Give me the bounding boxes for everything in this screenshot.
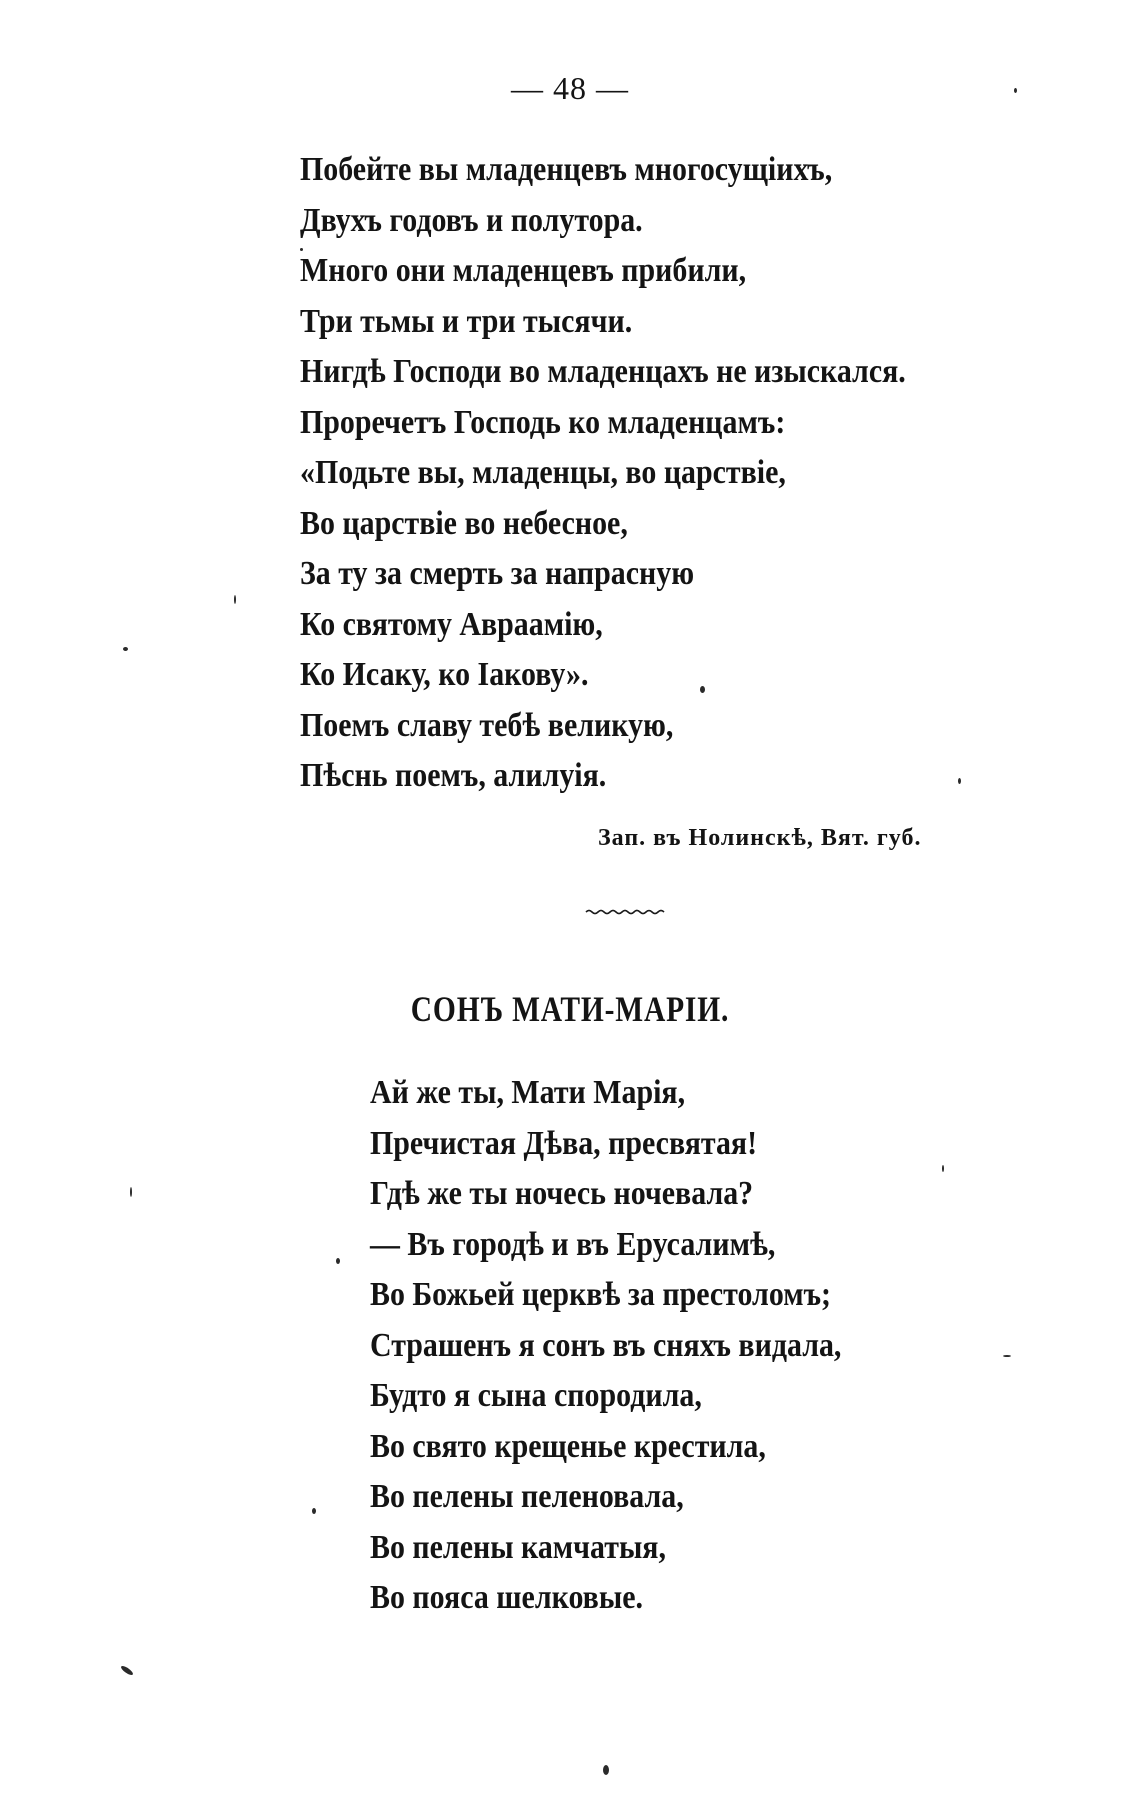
section-divider <box>585 908 667 916</box>
verse-line: Гдѣ же ты ночесь ночевала? <box>370 1175 754 1212</box>
scan-speck <box>336 1258 340 1264</box>
poem-first <box>300 145 988 802</box>
scan-speck <box>1003 1355 1011 1357</box>
scan-speck <box>234 595 236 604</box>
verse-line: Двухъ годовъ и полутора. <box>300 201 643 239</box>
scan-speck <box>130 1187 132 1197</box>
verse-line: Поемъ славу тебѣ великую, <box>300 706 674 744</box>
section-title: СОНЪ МАТИ-МАРІИ. <box>410 989 730 1029</box>
verse-line: Пречистая Дѣва, пресвятая! <box>370 1124 758 1162</box>
scan-speck <box>300 248 303 251</box>
verse-line: Ко Исаку, ко Іакову». <box>300 656 589 693</box>
scan-speck <box>120 1664 134 1676</box>
verse-line: Во пелены камчатыя, <box>370 1528 666 1566</box>
verse-line: Три тьмы и три тысячи. <box>300 302 633 340</box>
verse-line: Во Божьей церквѣ за престоломъ; <box>370 1276 832 1313</box>
verse-line: Будто я сына спородила, <box>370 1377 702 1414</box>
verse-line: За ту за смерть за напрасную <box>300 555 695 592</box>
verse-line: Во пелены пеленовала, <box>370 1478 684 1515</box>
verse-line: Ко святому Авраамію, <box>300 605 603 643</box>
scan-speck <box>1014 88 1017 93</box>
scan-speck <box>942 1165 944 1172</box>
verse-line: Ай же ты, Мати Марія, <box>370 1074 686 1111</box>
verse-line: Страшенъ я сонъ въ сняхъ видала, <box>370 1326 842 1364</box>
verse-line: Во пояса шелковые. <box>370 1579 643 1616</box>
verse-line: Во царствіе во небесное, <box>300 504 628 542</box>
verse-line: «Подьте вы, младенцы, во царствіе, <box>300 454 786 491</box>
verse-line: Много они младенцевъ прибили, <box>300 252 747 289</box>
page-number: — 48 — <box>511 70 629 106</box>
verse-line: Побейте вы младенцевъ многосущіихъ, <box>300 151 833 188</box>
verse-line: Нигдѣ Господи во младенцахъ не изыскался. <box>300 353 906 390</box>
poem-second <box>370 1068 906 1624</box>
scan-speck <box>312 1508 316 1514</box>
scan-speck <box>700 686 705 693</box>
verse-line: Проречетъ Господь ко младенцамъ: <box>300 403 786 441</box>
source-attribution: Зап. въ Нолинскѣ, Вят. губ. <box>598 825 922 851</box>
verse-line: Во свято крещенье крестила, <box>370 1427 766 1465</box>
scan-speck <box>603 1765 609 1775</box>
verse-line: — Въ городѣ и въ Ерусалимѣ, <box>370 1225 776 1263</box>
verse-line: Пѣснь поемъ, алилуія. <box>300 757 607 794</box>
scan-speck <box>958 778 961 784</box>
scan-speck <box>123 647 128 651</box>
